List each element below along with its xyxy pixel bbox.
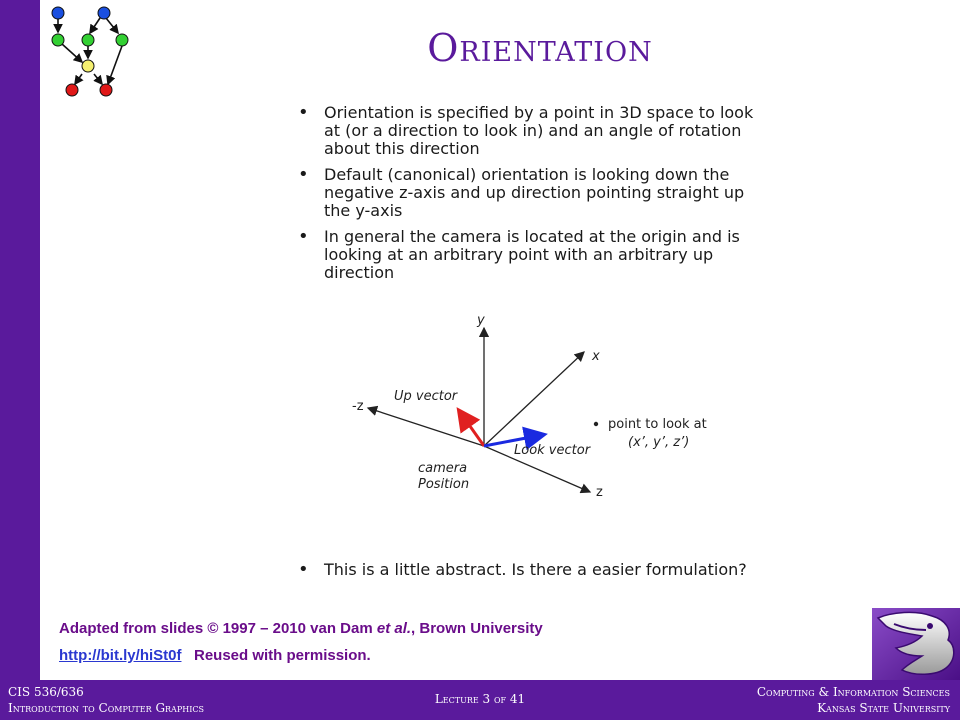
slide-title: Orientation	[427, 26, 653, 70]
point-coords-label: (x’, y’, z’)	[628, 435, 690, 450]
up-vector-label: Up vector	[394, 389, 458, 404]
source-link[interactable]: http://bit.ly/hiSt0f	[59, 647, 182, 664]
bullet-list-bottom	[298, 561, 758, 579]
course-title: Introduction to Computer Graphics	[8, 701, 204, 715]
reuse-text: Reused with permission.	[194, 647, 371, 664]
look-vector-label: Look vector	[514, 443, 591, 458]
credit-line: Adapted from slides © 1997 – 2010 van Dam et al., Brown University	[59, 620, 543, 637]
camera-label: camera	[418, 461, 468, 476]
neg-z-label: -z	[352, 399, 364, 414]
x-axis	[484, 352, 584, 446]
course-number: CIS 536/636	[8, 685, 84, 699]
neg-z-axis	[368, 408, 484, 446]
footer-bar	[0, 680, 960, 720]
camera-orientation-diagram	[340, 306, 740, 506]
lecture-number: Lecture 3 of 41	[434, 692, 526, 706]
bullet-item: • Orientation is specified by a point in 3D space to look at (or a direction to look in) and an angle of rotation about this direction	[298, 104, 758, 158]
y-label: y	[477, 313, 485, 328]
left-purple-bar	[0, 0, 40, 680]
department-name: Computing & Information Sciences	[756, 685, 950, 699]
footer-department	[757, 684, 950, 716]
bullet-item: • This is a little abstract. Is there a easier formulation?	[298, 561, 758, 579]
ksu-wildcat-logo-icon	[872, 608, 960, 680]
camera-position-label: Position	[418, 477, 470, 492]
look-point	[594, 422, 598, 426]
z-label: z	[596, 485, 603, 500]
university-name: Kansas State University	[817, 701, 950, 715]
x-label: x	[592, 349, 600, 364]
up-vector-arrow	[460, 412, 484, 446]
point-label: point to look at	[608, 417, 707, 432]
bullet-list	[298, 104, 758, 290]
credit-link-line	[59, 647, 371, 664]
bullet-item: • Default (canonical) orientation is looking down the negative z-axis and up direction pointing straight up the y-axis	[298, 166, 758, 220]
graph-logo-icon	[42, 4, 134, 98]
bullet-item: • In general the camera is located at the origin and is looking at an arbitrary point with an arbitrary up direction	[298, 228, 758, 282]
